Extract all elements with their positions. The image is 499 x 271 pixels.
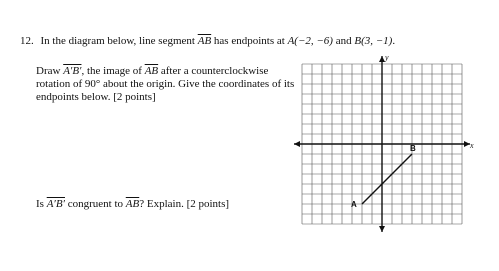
coordinate-grid: [290, 52, 490, 252]
coordinate-plane: [290, 52, 490, 252]
congruence-question: [36, 198, 229, 211]
instruction-paragraph: [36, 65, 298, 104]
segment-name: $\overline{AB}$: [197, 35, 212, 47]
segment-ab: [362, 154, 412, 204]
instruction-draw: Draw: [36, 65, 61, 77]
y-axis-arrow-down: [379, 226, 385, 232]
end-punctuation: .: [392, 35, 396, 47]
point-b-label: B: [410, 144, 416, 153]
original-segment-name: $\overline{AB}$: [144, 65, 159, 77]
instruction-rest: after a counterclockwise rotation of 90° about the origin. Give the coordinates of its endpoints below. [2 points]: [36, 65, 295, 103]
axes: [294, 56, 470, 232]
congruence-is: Is: [36, 198, 44, 210]
y-axis-label: y: [385, 53, 389, 62]
question-number: 12.: [20, 35, 34, 47]
question-intro: In the diagram below, line segment: [40, 35, 195, 47]
x-axis-arrow-left: [294, 141, 300, 147]
point-b-coordinates: B(3, −1): [354, 35, 393, 47]
point-a-label: A: [351, 200, 357, 209]
rotation-instructions: [36, 65, 298, 104]
congruence-rest: ? Explain. [2 points]: [139, 198, 230, 210]
connector-text: and: [335, 35, 352, 47]
congruence-mid: congruent to: [67, 198, 124, 210]
point-a-coordinates: A(−2, −6): [287, 35, 333, 47]
question-intro-mid: has endpoints at: [213, 35, 285, 47]
congruence-image-name: A′B′: [46, 198, 65, 210]
question-header: [20, 35, 395, 48]
instruction-mid: , the image of: [81, 65, 142, 77]
congruence-segment-name: $\overline{AB}$: [125, 198, 140, 210]
image-segment-name: A′B′: [63, 65, 82, 77]
x-axis-label: x: [470, 141, 474, 150]
